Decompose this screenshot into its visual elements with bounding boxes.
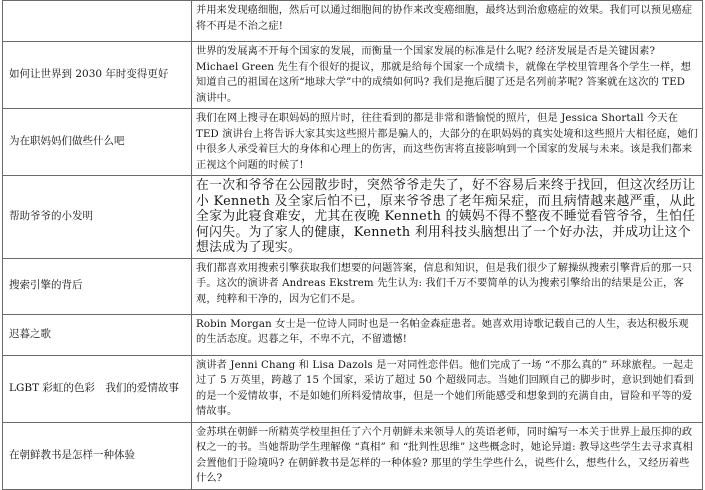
- ted-talks-table: [2, 0, 703, 490]
- table-row: [3, 314, 703, 355]
- talk-title: 搜索引擎的背后: [3, 258, 192, 314]
- table-row: [3, 1, 703, 42]
- table-row: [3, 176, 703, 259]
- talk-description: Robin Morgan 女士是一位诗人同时也是一名帕金森症患者。她喜欢用诗歌记载自己的人生，表达积极乐观的生活态度。迟暮之年，不卑不亢，不留遗憾!: [192, 314, 703, 355]
- talk-description: 并用来发现癌细胞，然后可以通过细胞间的协作来改变癌细胞，最终达到治愈癌症的效果。我们可以预见癌症将不再是不治之症!: [192, 1, 703, 42]
- table-row: [3, 258, 703, 314]
- talk-title: LGBT 彩虹的色彩 我们的爱情故事: [3, 355, 192, 422]
- talk-description: 世界的发展离不开每个国家的发展，而衡量一个国家发展的标准是什么呢? 经济发展是否是关键因素? Michael Green 先生有个很好的提议，那就是给每个国家一个成绩卡，就像在学校里管理各个学生一样，想知道自己的祖国在这所“地球大学”中的成绩如何吗? 我们是拖后腿了还是名列前茅呢? 答案就在这次的 TED 演讲中。: [192, 42, 703, 109]
- talk-description: 在一次和爷爷在公园散步时，突然爷爷走失了，好不容易后来终于找回，但这次经历让小 Kenneth 及全家后怕不已，原来爷爷患了老年痴呆症，而且病情越来越严重，从此全家为此寝食难安，尤其在夜晚 Kenneth 的姨妈不得不整夜不睡觉看管爷爷，生怕任何闪失。为了家人的健康，Kenneth 利用科技头脑想出了一个好办法，并成功让这个想法成为了现实。: [192, 176, 703, 259]
- talk-title: 在朝鲜教书是怎样一种体验: [3, 422, 192, 489]
- table-row: [3, 422, 703, 489]
- table-row: [3, 42, 703, 109]
- talk-title: 如何让世界到 2030 年时变得更好: [3, 42, 192, 109]
- talk-description: 演讲者 Jenni Chang 和 Lisa Dazols 是一对同性恋伴侣。他们完成了一场 “不那么真的” 环球旅程。一起走过了 5 万英里，跨越了 15 个国家，采访了超过 50 个超级同志。当她们回顾自己的脚步时，意识到她们看到的是一个爱情故事，不是如她们所料爱情故事，但是一个她们所能感受和想象到的充满自由，冒险和平等的爱情故事。: [192, 355, 703, 422]
- talk-title: [3, 1, 192, 42]
- talk-title: 帮助爷爷的小发明: [3, 176, 192, 259]
- talk-title: 为在职妈妈们做些什么吧: [3, 109, 192, 176]
- table-row: [3, 109, 703, 176]
- talk-description: 金苏琪在朝鲜一所精英学校里担任了六个月朝鲜未来领导人的英语老师，同时编写一本关于世界上最压抑的政权之一的书。当她帮助学生理解像 “真相” 和 “批判性思维” 这些概念时，她论异道: 教导这些学生去寻求真相会置他们于险境吗? 在朝鲜教书是怎样的一种体验? 那里的学生学些什么，说些什么，想些什么，又经历着些什么?: [192, 422, 703, 489]
- talk-title: 迟暮之歌: [3, 314, 192, 355]
- table-row: [3, 355, 703, 422]
- talk-description: 我们都喜欢用搜索引擎获取我们想要的问题答案，信息和知识，但是我们很少了解操纵搜索引擎背后的那一只手。这次的演讲者 Andreas Ekstrem 先生认为: 我们千万不要简单的认为搜索引擎给出的结果是公正，客观，纯粹和干净的，因为它们不是。: [192, 258, 703, 314]
- talk-description: 我们在网上搜寻在职妈妈的照片时，往往看到的都是非常和谐愉悦的照片，但是 Jessica Shortall 今天在 TED 演讲台上将告诉大家其实这些照片都是骗人的，大部分的在职妈妈的真实处境和这些照片大相径庭，她们中很多人承受着巨大的身体和心理上的伤害，而这些伤害将直接影响到一个国家的发展与未来。该是我们都来正视这个问题的时候了!: [192, 109, 703, 176]
